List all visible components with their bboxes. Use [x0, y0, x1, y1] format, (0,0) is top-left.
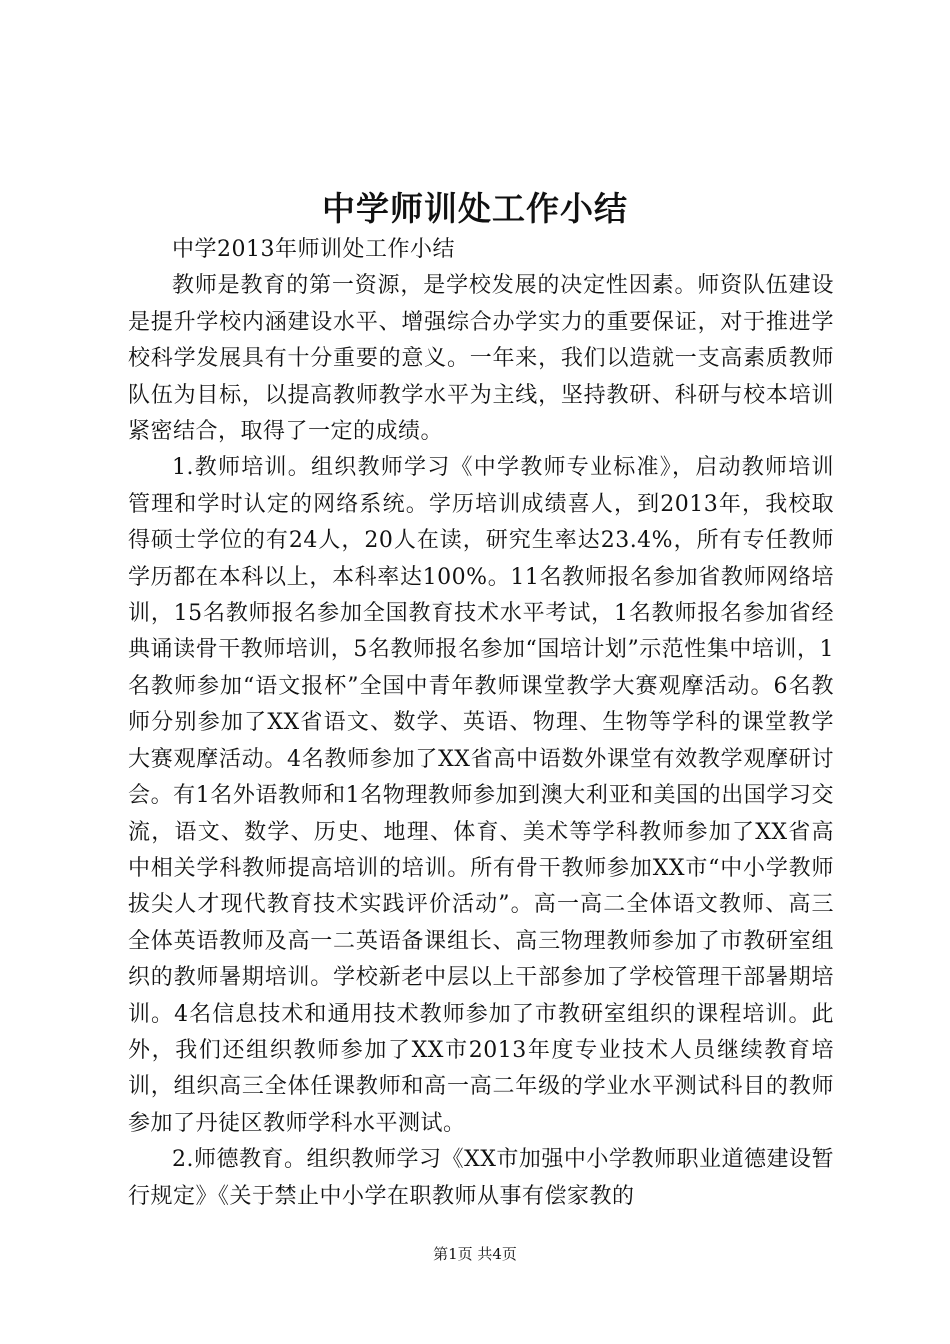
- document-body: [128, 232, 834, 1215]
- paragraph-teacher-training: 1.教师培训。组织教师学习《中学教师专业标准》，启动教师培训管理和学时认定的网络系统。学历培训成绩喜人，到2013年，我校取得硕士学位的有24人，20人在读，研究生率达23.4%，所有专任教师学历都在本科以上，本科率达100%。11名教师报名参加省教师网络培训，15名教师报名参加全国教育技术水平考试，1名教师报名参加省经典诵读骨干教师培训，5名教师报名参加“国培计划”示范性集中培训，1名教师参加“语文报杯”全国中青年教师课堂教学大赛观摩活动。6名教师分别参加了XX省语文、数学、英语、物理、生物等学科的课堂教学大赛观摩活动。4名教师参加了XX省高中语数外课堂有效教学观摩研讨会。有1名外语教师和1名物理教师参加到澳大利亚和美国的出国学习交流，语文、数学、历史、地理、体育、美术等学科教师参加了XX省高中相关学科教师提高培训的培训。所有骨干教师参加XX市“中小学教师拔尖人才现代教育技术实践评价活动”。高一高二全体语文教师、高三全体英语教师及高一二英语备课组长、高三物理教师参加了市教研室组织的教师暑期培训。学校新老中层以上干部参加了学校管理干部暑期培训。4名信息技术和通用技术教师参加了市教研室组织的课程培训。此外，我们还组织教师参加了XX市2013年度专业技术人员继续教育培训，组织高三全体任课教师和高一高二年级的学业水平测试科目的教师参加了丹徒区教师学科水平测试。: [128, 455, 834, 1136]
- paragraph-intro: 教师是教育的第一资源，是学校发展的决定性因素。师资队伍建设是提升学校内涵建设水平、增强综合办学实力的重要保证，对于推进学校科学发展具有十分重要的意义。一年来，我们以造就一支高素质教师队伍为目标，以提高教师教学水平为主线，坚持教研、科研与校本培训紧密结合，取得了一定的成绩。: [128, 273, 834, 445]
- paragraph-subtitle: 中学2013年师训处工作小结: [172, 237, 455, 262]
- paragraph-ethics-education: 2.师德教育。组织教师学习《XX市加强中小学教师职业道德建设暂行规定》《关于禁止中小学在职教师从事有偿家教的: [128, 1147, 834, 1209]
- document-title: 中学师训处工作小结: [322, 189, 628, 228]
- page-footer: 第1页 共4页: [433, 1245, 517, 1263]
